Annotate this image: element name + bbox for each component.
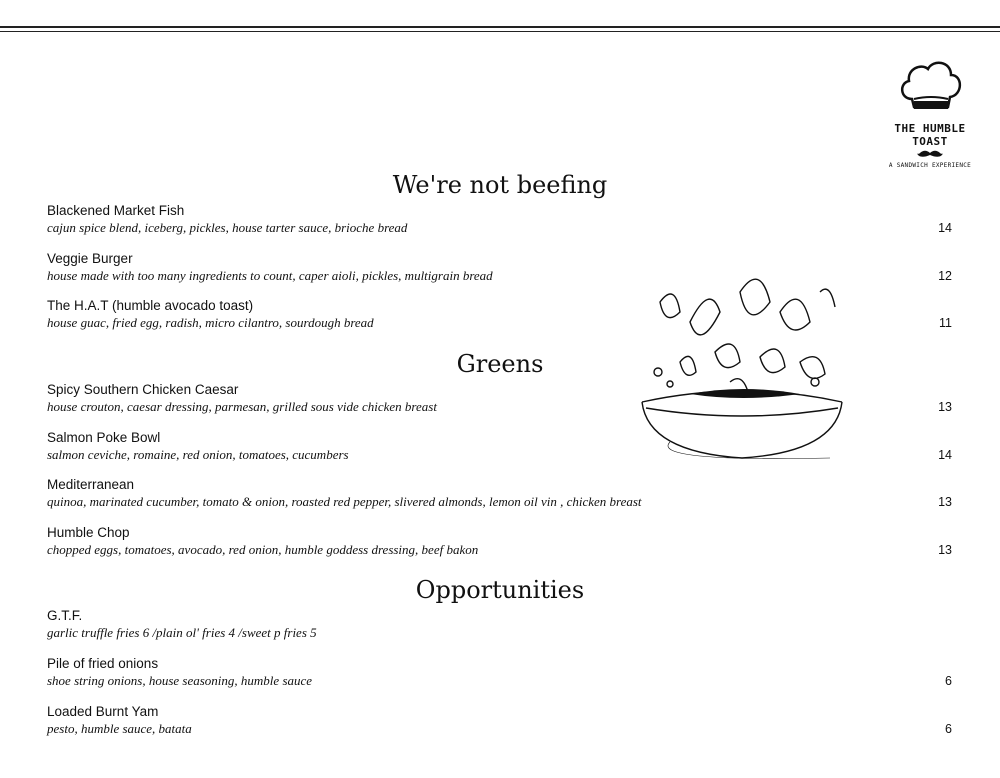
menu-item: [47, 382, 952, 415]
item-description: house guac, fried egg, radish, micro cilantro, sourdough bread: [47, 315, 374, 330]
item-description: house made with too many ingredients to count, caper aioli, pickles, multigrain bread: [47, 268, 493, 283]
item-price: 6: [945, 674, 952, 688]
brand-name: THE HUMBLE TOAST: [894, 122, 966, 148]
item-name: G.T.F.: [47, 608, 83, 623]
item-price: 14: [938, 448, 952, 462]
item-name: Salmon Poke Bowl: [47, 430, 161, 445]
top-rule-thin: [0, 31, 1000, 32]
item-name: Veggie Burger: [47, 251, 133, 266]
menu-item: [47, 608, 952, 641]
item-description: shoe string onions, house seasoning, humble sauce: [47, 673, 313, 688]
item-name: Spicy Southern Chicken Caesar: [47, 382, 239, 397]
menu-item: [47, 251, 952, 284]
item-name: Mediterranean: [47, 477, 135, 492]
menu-item: [47, 656, 952, 689]
item-price: 13: [938, 400, 952, 414]
item-description: salmon ceviche, romaine, red onion, tomatoes, cucumbers: [47, 447, 349, 462]
menu-item: [47, 704, 952, 737]
item-description: house crouton, caesar dressing, parmesan, grilled sous vide chicken breast: [47, 399, 437, 414]
item-price: 6: [945, 722, 952, 736]
item-price: 13: [938, 495, 952, 509]
top-rule-thick: [0, 26, 1000, 28]
section-title-not-beefing: We're not beefing: [392, 171, 608, 199]
item-price: 13: [938, 543, 952, 557]
menu-item: [47, 477, 952, 510]
menu-item: [47, 525, 952, 558]
item-name: Loaded Burnt Yam: [47, 704, 159, 719]
item-name: The H.A.T (humble avocado toast): [47, 298, 254, 313]
item-price: 11: [939, 316, 952, 330]
item-description: cajun spice blend, iceberg, pickles, house tarter sauce, brioche bread: [47, 220, 408, 235]
item-price: 12: [938, 269, 952, 283]
item-price: 14: [938, 221, 952, 235]
item-name: Pile of fried onions: [47, 656, 159, 671]
menu-item: [47, 298, 952, 331]
item-description: quinoa, marinated cucumber, tomato & onion, roasted red pepper, slivered almonds, lemon oil vin , chicken breast: [47, 494, 642, 509]
brand-tagline: A SANDWICH EXPERIENCE: [888, 162, 972, 169]
item-description: garlic truffle fries 6 /plain ol' fries 4 /sweet p fries 5: [47, 625, 317, 640]
item-name: Blackened Market Fish: [47, 203, 185, 218]
section-title-opportunities: Opportunities: [415, 576, 585, 604]
menu-item: [47, 203, 952, 236]
item-description: pesto, humble sauce, batata: [47, 721, 192, 736]
item-name: Humble Chop: [47, 525, 130, 540]
menu-item: [47, 430, 952, 463]
mustache-icon: [917, 150, 943, 158]
section-title-greens: Greens: [456, 350, 544, 378]
chef-hat-icon: [895, 55, 965, 115]
item-description: chopped eggs, tomatoes, avocado, red onion, humble goddess dressing, beef bakon: [47, 542, 479, 557]
brand-logo: [880, 55, 980, 169]
